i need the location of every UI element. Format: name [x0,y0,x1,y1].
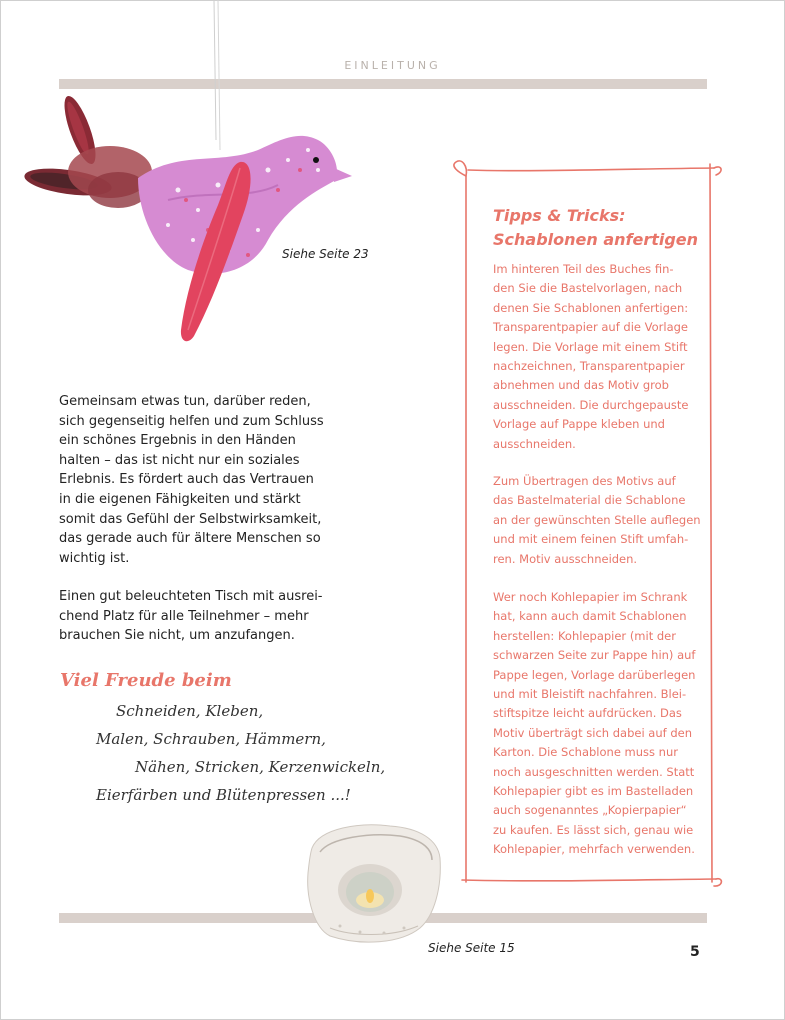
text-line: chend Platz für alle Teilnehmer – mehr [59,608,309,624]
text-line: Zum Übertragen des Motivs auf [493,474,676,488]
feather-tail [23,93,152,208]
text-line: halten – das ist nicht nur ein soziales [59,452,300,468]
intro-paragraph-1 [59,392,359,568]
text-line: Kohlepapier gibt es im Bastelladen [493,784,694,799]
paper-lantern-image [300,818,448,948]
text-line: wichtig ist. [59,550,130,566]
text-line: hat, kann auch damit Schablonen [493,609,687,624]
paper-bird-image [18,0,358,360]
text-line: den Sie die Bastelvorlagen, nach [493,281,683,296]
text-line: Karton. Die Schablone muss nur [493,745,678,760]
page-number: 5 [690,944,700,960]
intro-paragraph-2 [59,587,359,646]
lantern-caption: Siehe Seite 15 [428,941,515,955]
fun-line: Malen, Schrauben, Hämmern, [96,730,326,748]
fun-line: Schneiden, Kleben, [116,702,264,720]
text-line: Erlebnis. Es fördert auch das Vertrauen [59,472,314,488]
text-line: und mit einem feinen Stift umfah- [493,532,689,547]
text-line: ein schönes Ergebnis in den Händen [59,433,296,449]
text-line: stiftspitze leicht aufdrücken. Das [493,706,682,721]
text-line: Transparentpapier auf die Vorlage [493,320,689,335]
text-line: nachzeichnen, Transparentpapier [493,359,685,374]
text-line: abnehmen und das Motiv grob [493,378,669,393]
bird-caption: Siehe Seite 23 [282,247,369,261]
text-line: noch ausgeschnitten werden. Statt [493,764,695,779]
tips-title-line: Schablonen anfertigen [493,230,699,249]
text-line: Motiv überträgt sich dabei auf den [493,725,692,740]
text-line: Pappe legen, Vorlage darüberlegen [493,667,696,682]
text-line: Einen gut beleuchteten Tisch mit ausrei- [59,589,323,604]
tips-paragraph-1 [493,260,708,454]
tips-title-line: Tipps & Tricks: [493,206,626,225]
text-line: das gerade auch für ältere Menschen so [59,531,321,547]
text-line: Gemeinsam etwas tun, darüber reden, [59,394,311,409]
text-line: sich gegenseitig helfen und zum Schluss [59,413,324,429]
text-line: das Bastelmaterial die Schablone [493,493,686,508]
text-line: somit das Gefühl der Selbstwirksamkeit, [59,511,322,527]
text-line: Vorlage auf Pappe kleben und [493,417,665,432]
fun-line: Nähen, Stricken, Kerzenwickeln, [135,758,386,776]
tips-paragraph-3 [493,588,708,860]
text-line: und mit Bleistift nachfahren. Blei- [493,687,687,702]
text-line: an der gewünschten Stelle auflegen [493,512,701,527]
text-line: in die eigenen Fähigkeiten und stärkt [59,491,301,507]
text-line: schwarzen Seite zur Pappe hin) auf [493,648,696,663]
text-line: ausschneiden. [493,436,576,451]
text-line: auch sogenanntes „Kopierpapier“ [493,803,687,818]
text-line: Kohlepapier, mehrfach verwenden. [493,842,695,857]
text-line: Wer noch Kohlepapier im Schrank [493,590,688,604]
tips-title [493,204,698,252]
fun-heading: Viel Freude beim [60,670,232,691]
bird-eye [313,157,319,163]
text-line: ren. Motiv ausschneiden. [493,551,638,566]
text-line: ausschneiden. Die durchgepauste [493,397,689,412]
tips-paragraph-2 [493,472,708,569]
text-line: denen Sie Schablonen anfertigen: [493,300,689,315]
text-line: legen. Die Vorlage mit einem Stift [493,339,688,354]
text-line: herstellen: Kohlepapier (mit der [493,628,676,643]
text-line: zu kaufen. Es lässt sich, genau wie [493,822,694,837]
fun-line: Eierfärben und Blütenpressen ...! [96,786,351,804]
text-line: Im hinteren Teil des Buches fin- [493,262,674,276]
text-line: brauchen Sie nicht, um anzufangen. [59,628,295,644]
section-label: EINLEITUNG [344,59,441,72]
